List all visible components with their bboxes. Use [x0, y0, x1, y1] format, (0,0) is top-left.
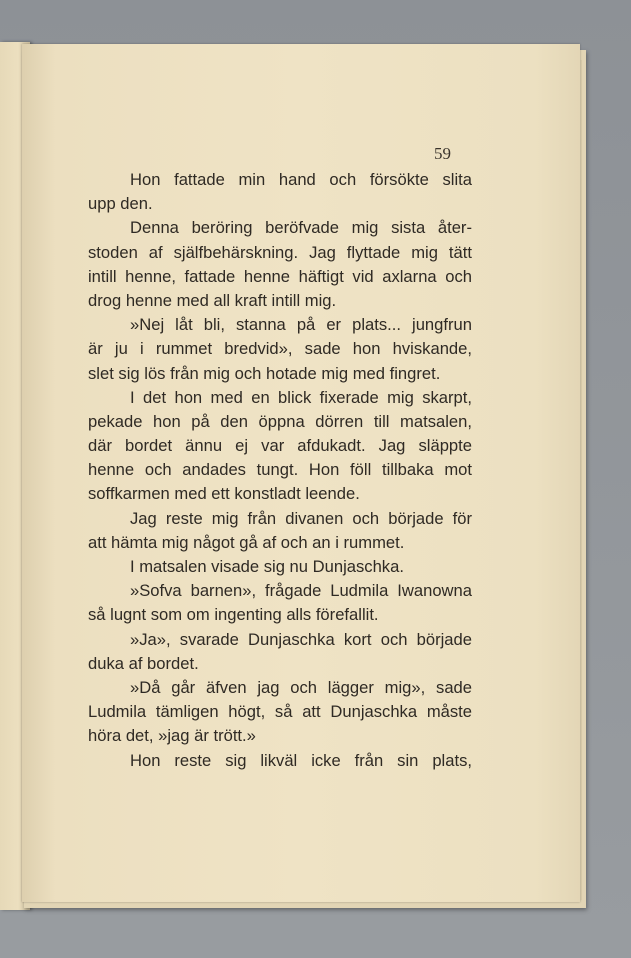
- text-line: I matsalen visade sig nu Dunjaschka.: [130, 557, 404, 576]
- text-line: »Sofva barnen», frågade Ludmila Iwanowna: [130, 581, 472, 601]
- text-line: »Nej låt bli, stanna på er plats... jungfrun: [130, 315, 472, 335]
- text-line: slet sig lös från mig och hotade mig med fingret.: [88, 363, 441, 383]
- text-line: upp den.: [88, 194, 153, 214]
- text-line: Hon fattade min hand och försökte slita: [130, 170, 472, 189]
- text-line: höra det, »jag är trött.»: [88, 726, 256, 746]
- text-line: så lugnt som om ingenting alls förefallit.: [88, 605, 379, 625]
- text-line: pekade hon på den öppna dörren till matsalen,: [88, 411, 472, 431]
- text-line: att hämta mig något gå af och an i rummet.: [88, 532, 405, 552]
- text-line: Denna beröring beröfvade mig sista åter-: [130, 218, 472, 238]
- text-line: är ju i rummet bredvid», sade hon hviskande,: [88, 339, 472, 359]
- text-line: Jag reste mig från divanen och började för: [130, 508, 472, 528]
- text-line: där bordet ännu ej var afdukadt. Jag släppte: [88, 436, 472, 456]
- text-line: I det hon med en blick fixerade mig skarpt,: [130, 387, 472, 407]
- text-line: stoden af själfbehärskning. Jag flyttade mig tätt: [88, 242, 472, 262]
- page-number: 59: [434, 144, 451, 163]
- text-line: »Då går äfven jag och lägger mig», sade: [130, 677, 472, 697]
- text-line: »Ja», svarade Dunjaschka kort och började: [130, 629, 472, 649]
- text-line: intill henne, fattade henne häftigt vid axlarna och: [88, 266, 472, 286]
- body-text: [88, 168, 472, 773]
- text-line: Ludmila tämligen högt, så att Dunjaschka måste: [88, 702, 472, 722]
- text-line: henne och andades tungt. Hon föll tillbaka mot: [88, 460, 472, 480]
- text-line: drog henne med all kraft intill mig.: [88, 290, 337, 310]
- text-line: Hon reste sig likväl icke från sin plats,: [130, 750, 472, 770]
- text-line: duka af bordet.: [88, 653, 199, 673]
- text-line: soffkarmen med ett konstladt leende.: [88, 484, 360, 504]
